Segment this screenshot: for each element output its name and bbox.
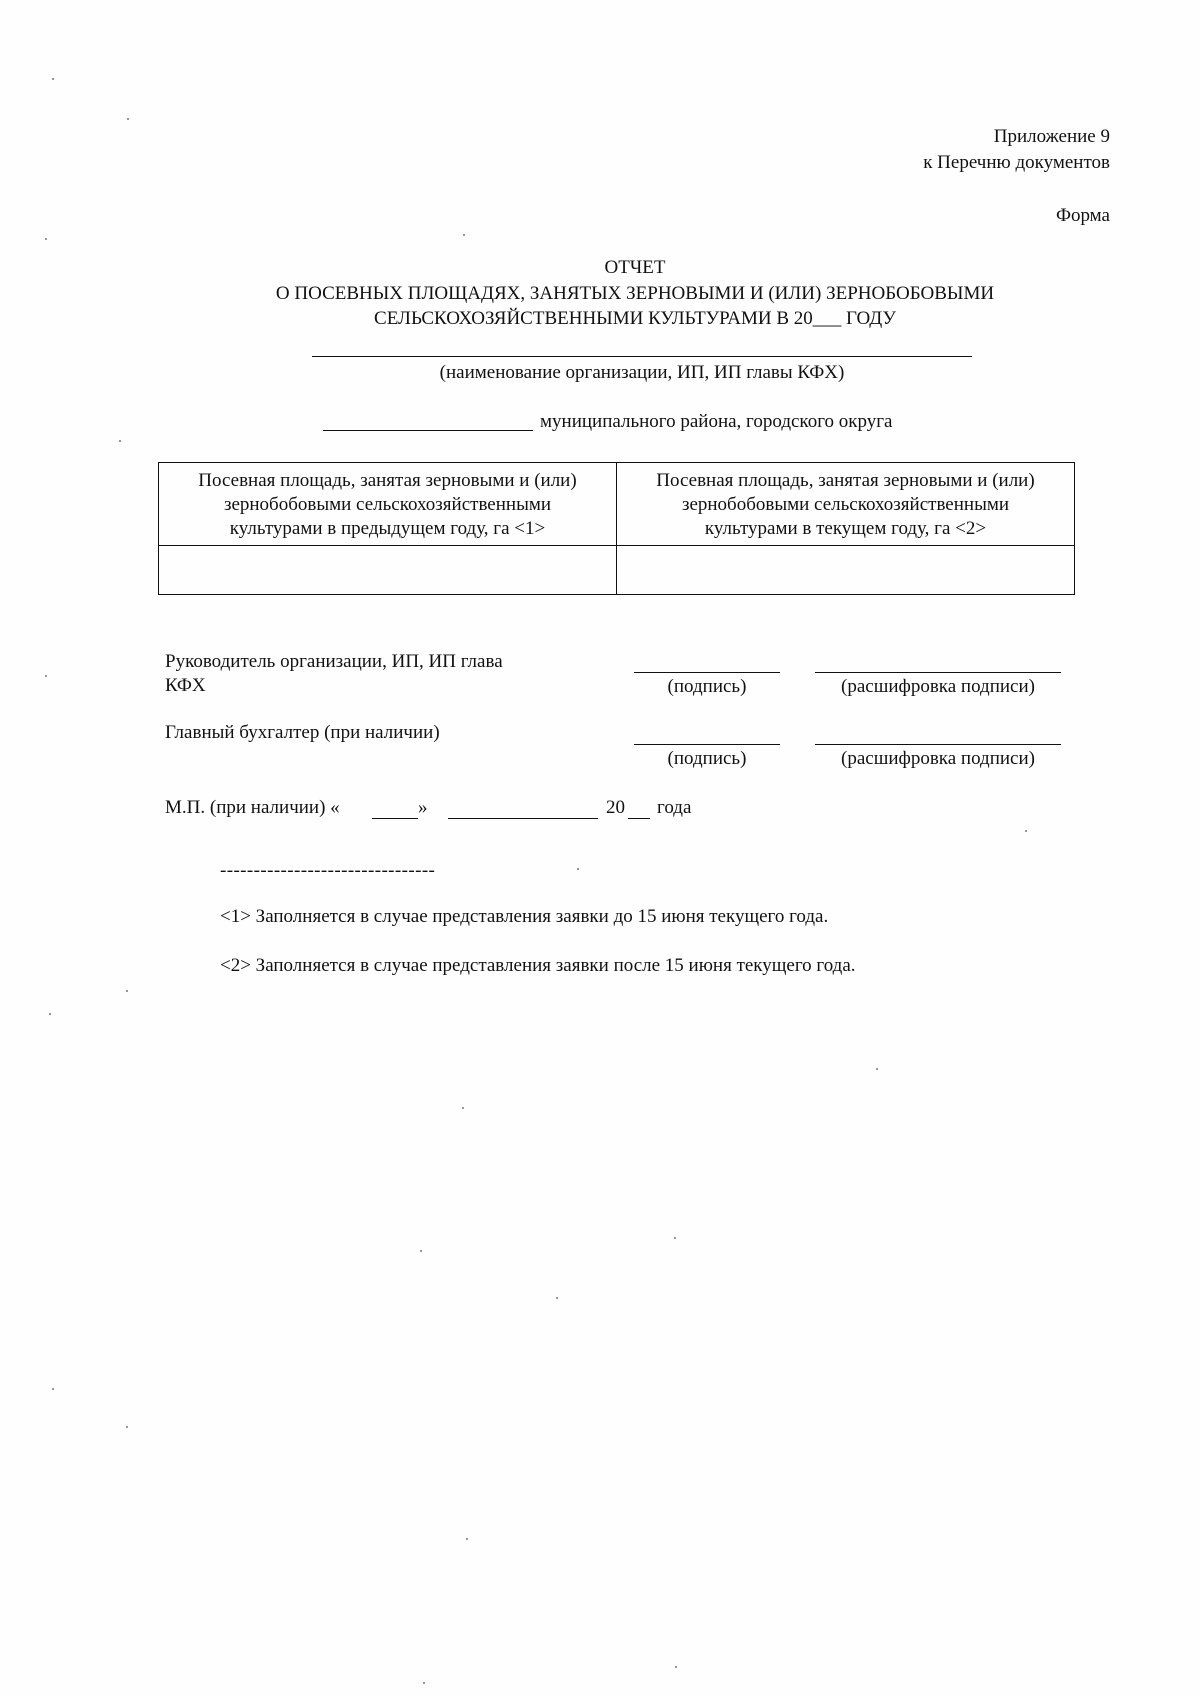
district-name-line [323, 430, 533, 431]
accountant-label: Главный бухгалтер (при наличии) [165, 722, 440, 743]
head-decoding-caption: (расшифровка подписи) [841, 676, 1035, 697]
scan-speck [423, 1682, 425, 1684]
report-subtitle-line1: О ПОСЕВНЫХ ПЛОЩАДЯХ, ЗАНЯТЫХ ЗЕРНОВЫМИ И (ИЛИ) ЗЕРНОБОБОВЫМИ [275, 283, 995, 304]
accountant-decoding-caption: (расшифровка подписи) [841, 748, 1035, 769]
stamp-year-prefix: 20 [606, 797, 625, 818]
appendix-number: Приложение 9 [993, 126, 1110, 147]
head-signature-line[interactable] [634, 672, 780, 673]
scan-speck [420, 1250, 422, 1252]
form-label: Форма [1055, 205, 1110, 226]
date-day-line[interactable] [372, 818, 418, 819]
head-signature-caption: (подпись) [667, 676, 747, 697]
scan-speck [577, 868, 579, 870]
stamp-year-suffix: года [657, 797, 692, 818]
footnote-1: <1> Заполняется в случае представления заявки до 15 июня текущего года. [220, 906, 829, 927]
accountant-signature-caption: (подпись) [667, 748, 747, 769]
scan-speck [126, 990, 128, 992]
scan-speck [1025, 830, 1027, 832]
footnote-2: <2> Заполняется в случае представления заявки после 15 июня текущего года. [220, 955, 856, 976]
scan-speck [52, 78, 54, 80]
footnote-separator: -------------------------------- [220, 860, 436, 881]
accountant-decoding-line[interactable] [815, 744, 1061, 745]
sown-area-table [158, 462, 1075, 595]
scan-speck [675, 1666, 677, 1668]
header-current-year: Посевная площадь, занятая зерновыми и (или) зернобобовыми сельскохозяйственными культурами в текущем году, га <2> [617, 463, 1075, 546]
stamp-quote-close: » [418, 797, 428, 818]
report-subtitle-line2: СЕЛЬСКОХОЗЯЙСТВЕННЫМИ КУЛЬТУРАМИ В 20___ ГОДУ [374, 308, 896, 329]
scan-speck [126, 1426, 128, 1428]
scan-speck [52, 1388, 54, 1390]
scan-speck [466, 1538, 468, 1540]
stamp-prefix: М.П. (при наличии) « [165, 797, 340, 818]
header-previous-year: Посевная площадь, занятая зерновыми и (или) зернобобовыми сельскохозяйственными культурами в предыдущем году, га <1> [159, 463, 617, 546]
table-row [159, 546, 1075, 595]
org-name-caption: (наименование организации, ИП, ИП главы КФХ) [439, 362, 845, 383]
scan-speck [462, 1107, 464, 1109]
accountant-signature-line[interactable] [634, 744, 780, 745]
table-header-row [159, 463, 1075, 546]
head-decoding-line[interactable] [815, 672, 1061, 673]
scan-speck [674, 1237, 676, 1239]
cell-previous-year-value[interactable] [159, 546, 617, 595]
scan-speck [49, 1013, 51, 1015]
scan-speck [45, 675, 47, 677]
scan-speck [127, 118, 129, 120]
report-title: ОТЧЕТ [604, 257, 666, 278]
date-month-line[interactable] [448, 818, 598, 819]
scan-speck [876, 1068, 878, 1070]
head-label-line1: Руководитель организации, ИП, ИП глава [165, 651, 503, 672]
scan-speck [119, 440, 121, 442]
district-caption: муниципального района, городского округа [540, 411, 893, 432]
scan-speck [556, 1297, 558, 1299]
scan-speck [463, 234, 465, 236]
appendix-reference: к Перечню документов [923, 152, 1110, 173]
date-year-line[interactable] [628, 818, 650, 819]
scan-speck [45, 238, 47, 240]
org-name-line [312, 356, 972, 357]
cell-current-year-value[interactable] [617, 546, 1075, 595]
head-label-line2: КФХ [165, 675, 206, 696]
